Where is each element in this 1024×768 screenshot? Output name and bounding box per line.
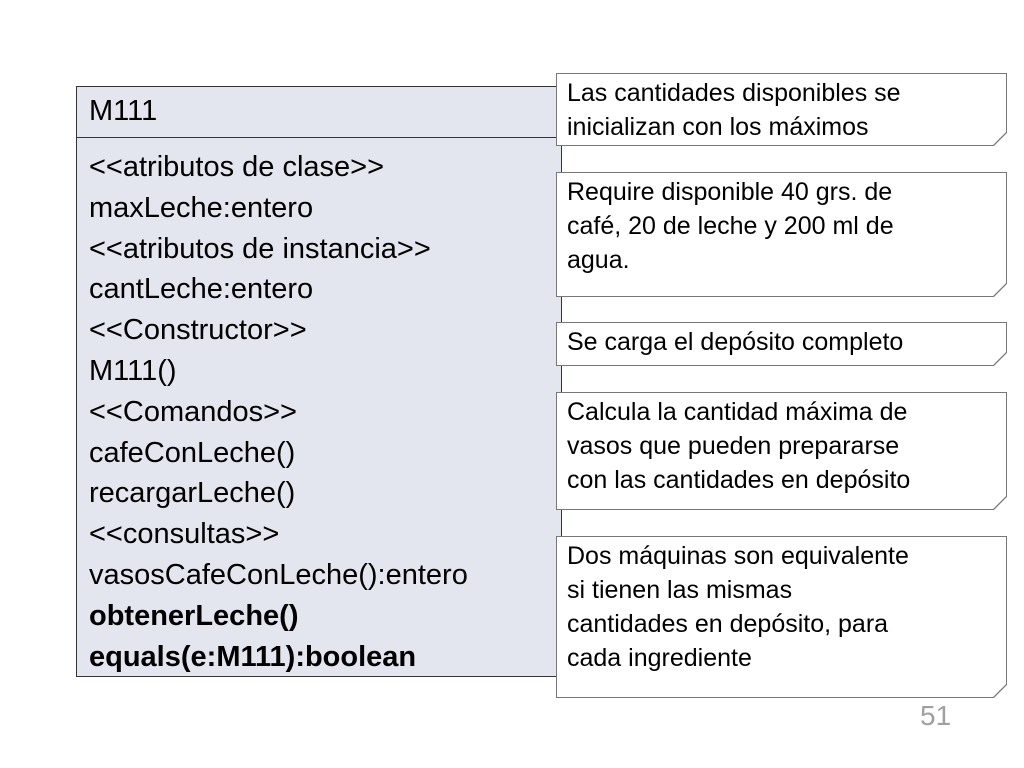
uml-class-box	[76, 86, 562, 677]
attribute-cant-leche: cantLeche:entero	[89, 273, 314, 306]
constructor-m111: M111()	[89, 354, 177, 387]
stereotype-constructor: <<Constructor>>	[89, 314, 307, 347]
attribute-max-leche: maxLeche:entero	[89, 191, 314, 224]
folded-corner-icon	[993, 132, 1007, 146]
folded-corner-icon	[993, 684, 1007, 698]
note-line: Require disponible 40 grs. de	[567, 178, 893, 206]
note-line: si tienen las mismas	[567, 576, 793, 604]
slide-page-number: 51	[920, 700, 952, 731]
stereotype-commands: <<Comandos>>	[89, 395, 297, 428]
note-line: Dos máquinas son equivalente	[567, 542, 909, 570]
class-members-compartment	[89, 147, 468, 677]
note-max-cups	[556, 392, 1007, 510]
note-line: agua.	[567, 246, 630, 274]
command-cafe-con-leche: cafeConLeche()	[89, 436, 296, 469]
folded-corner-icon	[993, 496, 1007, 510]
note-reload	[556, 322, 1007, 366]
stereotype-class-attributes: <<atributos de clase>>	[89, 151, 385, 183]
query-obtener-leche: obtenerLeche()	[89, 599, 299, 632]
note-line: cantidades en depósito, para	[567, 610, 889, 638]
folded-corner-icon	[993, 283, 1007, 297]
note-requirements	[556, 172, 1007, 297]
note-line: con las cantidades en depósito	[567, 466, 911, 494]
note-line: vasos que pueden prepararse	[567, 432, 900, 460]
stereotype-instance-attributes: <<atributos de instancia>>	[89, 232, 431, 265]
note-equals	[556, 536, 1007, 698]
class-name: M111	[89, 95, 158, 127]
query-vasos-cafe-con-leche: vasosCafeConLeche():entero	[89, 558, 468, 591]
stereotype-queries: <<consultas>>	[89, 518, 280, 551]
note-line: Se carga el depósito completo	[567, 328, 904, 356]
command-recargar-leche: recargarLeche()	[89, 477, 296, 510]
note-initialization	[556, 73, 1007, 146]
query-equals: equals(e:M111):boolean	[89, 640, 417, 673]
note-line: café, 20 de leche y 200 ml de	[567, 212, 894, 240]
note-line: inicializan con los máximos	[567, 113, 869, 141]
note-line: Las cantidades disponibles se	[567, 79, 901, 107]
class-name-compartment	[77, 87, 561, 138]
folded-corner-icon	[993, 352, 1007, 366]
note-line: cada ingrediente	[567, 644, 752, 672]
note-line: Calcula la cantidad máxima de	[567, 398, 908, 426]
